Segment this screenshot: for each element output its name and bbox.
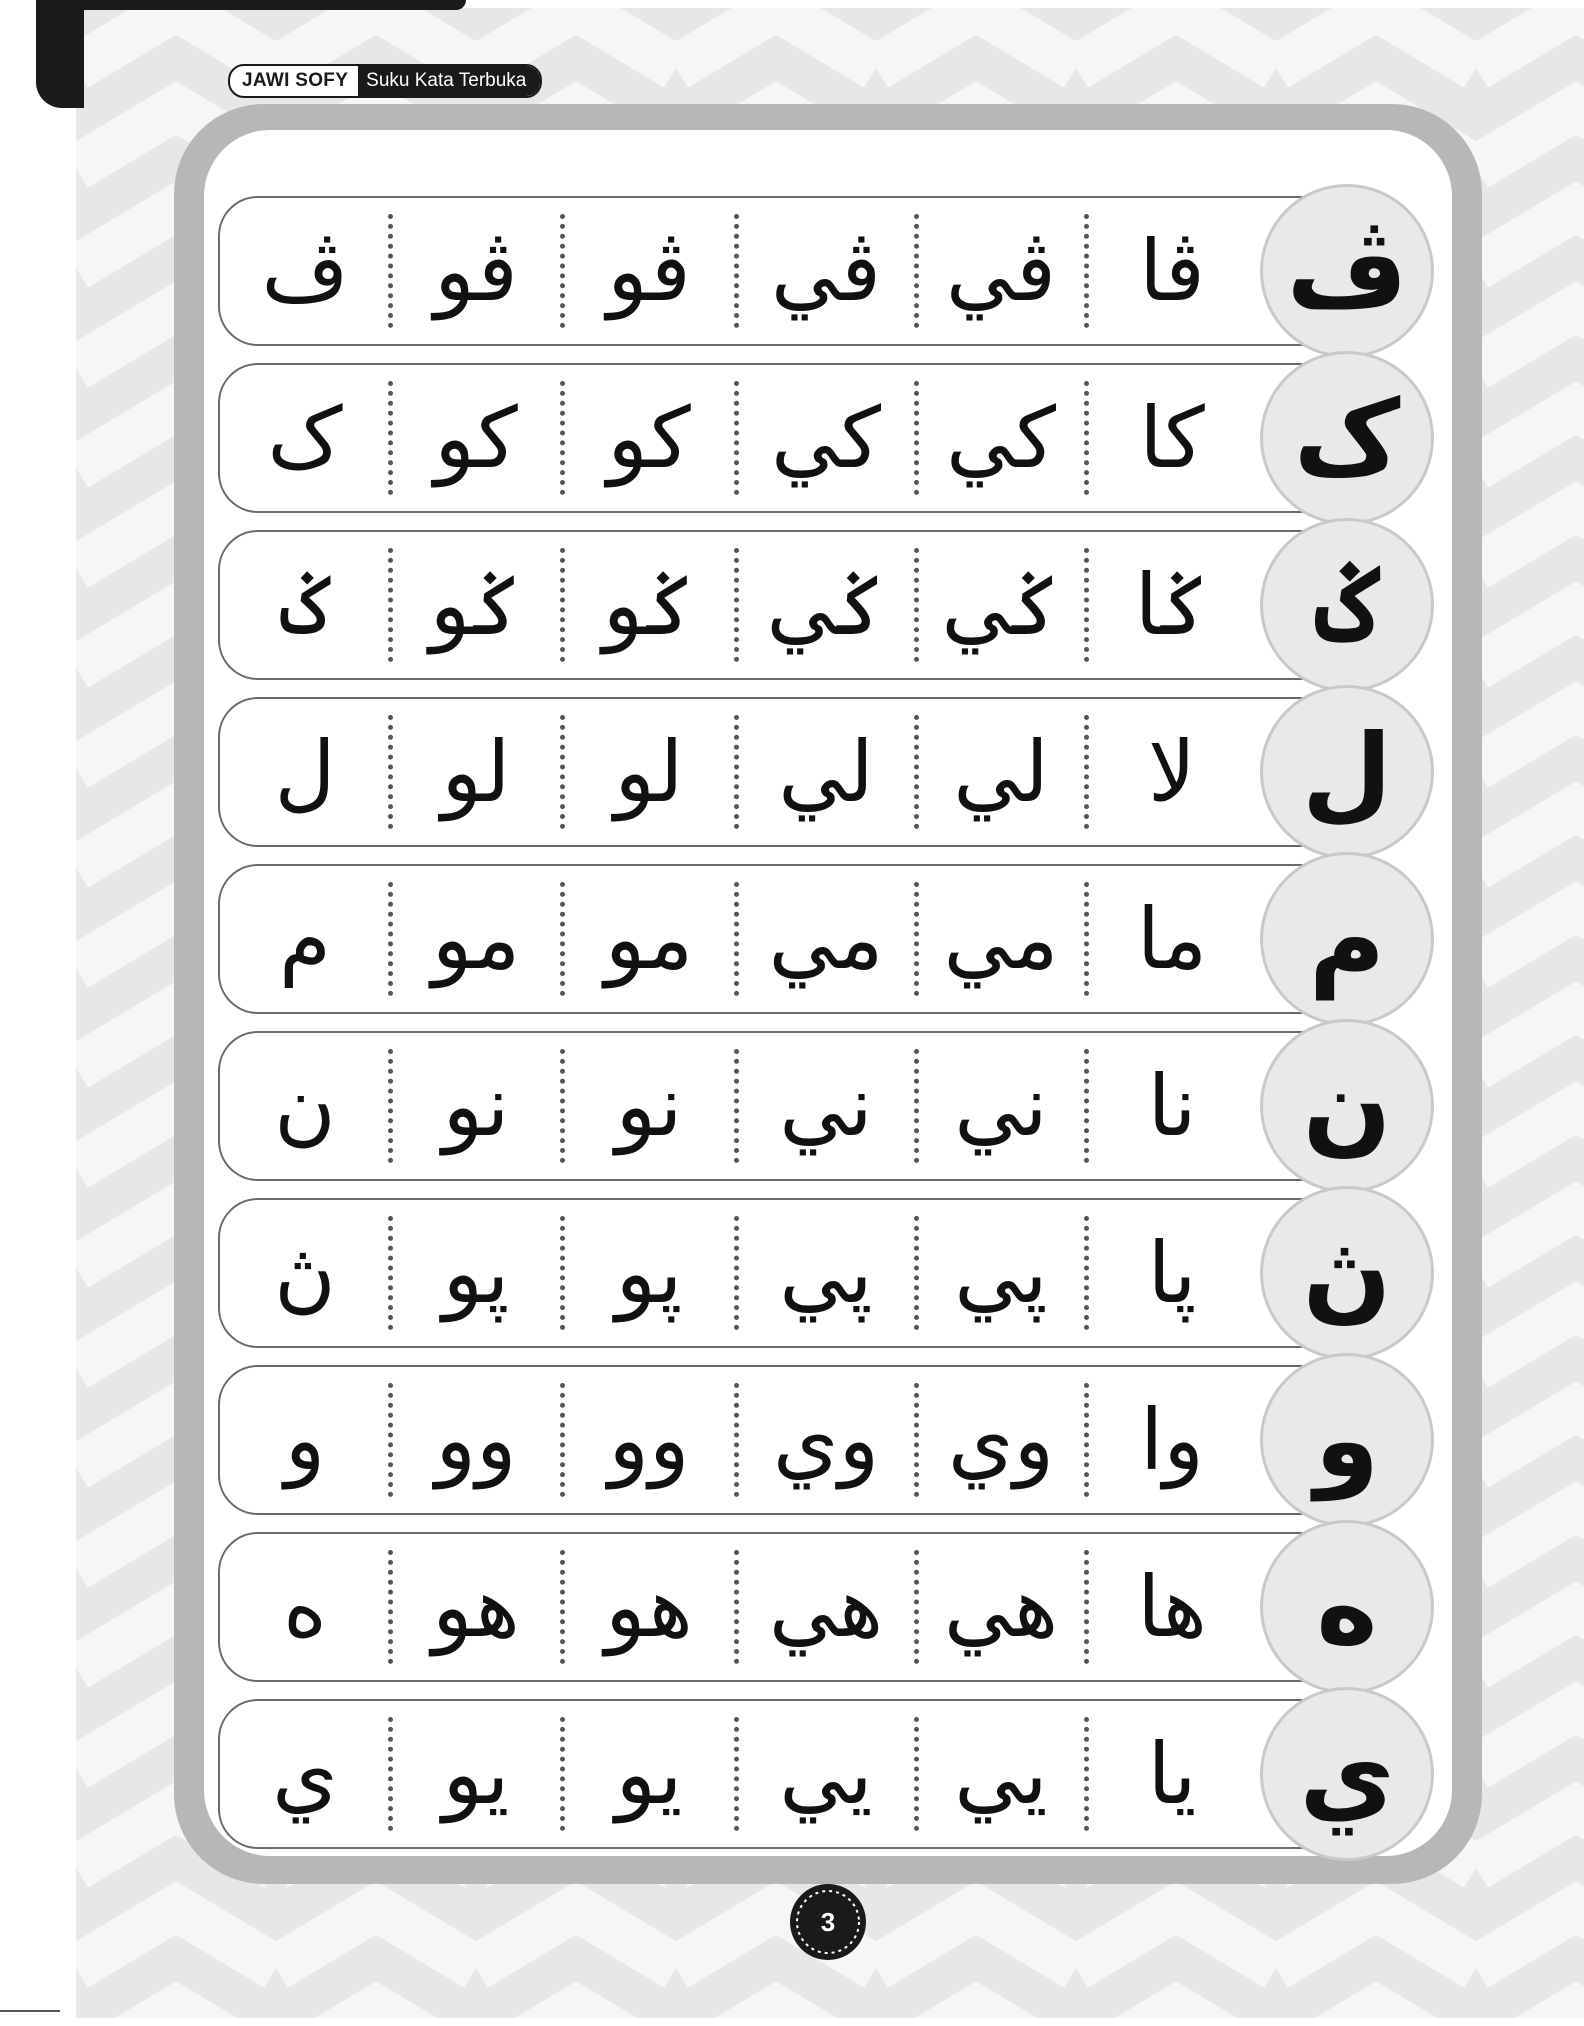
syllable-cell: لي bbox=[953, 723, 1049, 821]
syllable-cell: کي bbox=[771, 389, 882, 487]
syllable-row bbox=[218, 1699, 1376, 1849]
dotted-divider bbox=[388, 214, 393, 328]
dotted-divider bbox=[388, 548, 393, 662]
syllable-cell: ه bbox=[283, 1558, 328, 1656]
syllable-row bbox=[218, 196, 1376, 346]
brand-name: JAWI SOFY bbox=[242, 70, 349, 91]
syllable-cell: نا bbox=[1147, 1057, 1197, 1155]
dotted-divider bbox=[734, 1216, 739, 1330]
page-number: 3 bbox=[820, 1906, 836, 1937]
letter-circle: ݢ bbox=[1260, 518, 1434, 692]
syllable-cell: ن bbox=[274, 1057, 336, 1155]
syllable-row bbox=[218, 1031, 1376, 1181]
syllable-cell: ني bbox=[954, 1057, 1048, 1155]
dotted-divider bbox=[914, 1383, 919, 1497]
letter-circle: ه bbox=[1260, 1520, 1434, 1694]
syllable-cell: يي bbox=[954, 1725, 1048, 1823]
syllable-cell: ڽا bbox=[1147, 1224, 1197, 1322]
syllable-cell: م bbox=[279, 890, 332, 988]
syllable-cell: هو bbox=[432, 1558, 520, 1656]
letter-circle: ڽ bbox=[1260, 1186, 1434, 1360]
dotted-divider bbox=[1084, 214, 1089, 328]
syllable-cell: ل bbox=[274, 723, 336, 821]
dotted-divider bbox=[914, 1550, 919, 1664]
syllable-cell: کي bbox=[946, 389, 1057, 487]
letter-circle: ل bbox=[1260, 685, 1434, 859]
dotted-divider bbox=[560, 1049, 565, 1163]
syllable-cell: مو bbox=[431, 890, 521, 988]
syllable-row bbox=[218, 697, 1376, 847]
dotted-divider bbox=[560, 882, 565, 996]
syllable-cell: وي bbox=[772, 1391, 880, 1489]
lesson-title: Suku Kata Terbuka bbox=[358, 66, 540, 96]
syllable-row bbox=[218, 530, 1376, 680]
margin-rule bbox=[0, 2010, 60, 2012]
letter-circle: م bbox=[1260, 852, 1434, 1026]
syllable-cell: ڽي bbox=[954, 1224, 1048, 1322]
syllable-cell: هو bbox=[605, 1558, 693, 1656]
dotted-divider bbox=[388, 1216, 393, 1330]
syllable-cell: يا bbox=[1147, 1725, 1197, 1823]
dotted-divider bbox=[1084, 1717, 1089, 1831]
dotted-divider bbox=[388, 1717, 393, 1831]
syllable-cell: کا bbox=[1139, 389, 1205, 487]
syllable-cell: ڤي bbox=[770, 222, 882, 320]
syllable-row bbox=[218, 864, 1376, 1014]
dotted-divider bbox=[914, 715, 919, 829]
dotted-divider bbox=[734, 381, 739, 495]
dotted-divider bbox=[1084, 381, 1089, 495]
letter-circle: ڤ bbox=[1260, 184, 1434, 358]
dotted-divider bbox=[1084, 882, 1089, 996]
dotted-divider bbox=[734, 715, 739, 829]
syllable-cell: ڽو bbox=[615, 1224, 683, 1322]
syllable-cell: ڤا bbox=[1139, 222, 1205, 320]
header-label bbox=[228, 64, 542, 98]
syllable-row bbox=[218, 363, 1376, 513]
corner-tab bbox=[36, 0, 84, 108]
dotted-divider bbox=[914, 548, 919, 662]
dotted-divider bbox=[560, 1717, 565, 1831]
syllable-cell: ݢا bbox=[1134, 556, 1210, 654]
syllable-cell: لو bbox=[441, 723, 511, 821]
syllable-cell: هي bbox=[943, 1558, 1059, 1656]
syllable-cell: ني bbox=[779, 1057, 873, 1155]
syllable-cell: لا bbox=[1148, 723, 1196, 821]
syllable-cell: مي bbox=[943, 890, 1059, 988]
syllable-cell: نو bbox=[442, 1057, 510, 1155]
dotted-divider bbox=[560, 214, 565, 328]
dotted-divider bbox=[388, 715, 393, 829]
dotted-divider bbox=[560, 1216, 565, 1330]
dotted-divider bbox=[734, 1383, 739, 1497]
syllable-cell: ݢ bbox=[280, 556, 330, 654]
dotted-divider bbox=[914, 1049, 919, 1163]
syllable-cell: ڽ bbox=[274, 1224, 336, 1322]
letter-circle: ن bbox=[1260, 1019, 1434, 1193]
dotted-divider bbox=[914, 1717, 919, 1831]
syllable-cell: ݢي bbox=[941, 556, 1061, 654]
syllable-cell: ي bbox=[272, 1725, 338, 1823]
syllable-cell: نو bbox=[615, 1057, 683, 1155]
dotted-divider bbox=[734, 1717, 739, 1831]
syllable-cell: ݢو bbox=[602, 556, 696, 654]
letter-circle: ک bbox=[1260, 351, 1434, 525]
dotted-divider bbox=[560, 1550, 565, 1664]
syllable-cell: وا bbox=[1140, 1391, 1204, 1489]
syllable-cell: ݢي bbox=[766, 556, 886, 654]
dotted-divider bbox=[560, 715, 565, 829]
syllable-cell: ڤو bbox=[434, 222, 518, 320]
top-strip bbox=[36, 0, 466, 10]
syllable-cell: لو bbox=[614, 723, 684, 821]
syllable-cell: يي bbox=[779, 1725, 873, 1823]
syllable-cell: ڽو bbox=[442, 1224, 510, 1322]
syllable-cell: ها bbox=[1137, 1558, 1207, 1656]
dotted-divider bbox=[734, 882, 739, 996]
dotted-divider bbox=[734, 1550, 739, 1664]
syllable-cell: يو bbox=[442, 1725, 510, 1823]
dotted-divider bbox=[1084, 1216, 1089, 1330]
dotted-divider bbox=[560, 548, 565, 662]
dotted-divider bbox=[1084, 1383, 1089, 1497]
syllable-cell: وو bbox=[435, 1391, 517, 1489]
dotted-divider bbox=[734, 214, 739, 328]
syllable-cell: ڤو bbox=[607, 222, 691, 320]
dotted-divider bbox=[1084, 1049, 1089, 1163]
dotted-divider bbox=[560, 1383, 565, 1497]
syllable-cell: هي bbox=[768, 1558, 884, 1656]
dotted-divider bbox=[560, 381, 565, 495]
syllable-cell: ڤي bbox=[945, 222, 1057, 320]
letter-circle: ي bbox=[1260, 1687, 1434, 1861]
syllable-cell: ݢو bbox=[429, 556, 523, 654]
syllable-cell: مو bbox=[604, 890, 694, 988]
dotted-divider bbox=[914, 1216, 919, 1330]
syllable-row bbox=[218, 1532, 1376, 1682]
syllable-row bbox=[218, 1198, 1376, 1348]
dotted-divider bbox=[914, 214, 919, 328]
syllable-cell: و bbox=[284, 1391, 326, 1489]
dotted-divider bbox=[914, 882, 919, 996]
syllable-cell: ک bbox=[267, 389, 343, 487]
dotted-divider bbox=[734, 548, 739, 662]
syllable-cell: ما bbox=[1136, 890, 1208, 988]
syllable-cell: کو bbox=[607, 389, 691, 487]
syllable-cell: يو bbox=[615, 1725, 683, 1823]
letter-circle: و bbox=[1260, 1353, 1434, 1527]
dotted-divider bbox=[1084, 715, 1089, 829]
dotted-divider bbox=[1084, 1550, 1089, 1664]
syllable-cell: ڽي bbox=[779, 1224, 873, 1322]
dotted-divider bbox=[388, 1049, 393, 1163]
syllable-cell: مي bbox=[768, 890, 884, 988]
syllable-cell: لي bbox=[778, 723, 874, 821]
syllable-row bbox=[218, 1365, 1376, 1515]
syllable-cell: وو bbox=[608, 1391, 690, 1489]
dotted-divider bbox=[734, 1049, 739, 1163]
dotted-divider bbox=[388, 1550, 393, 1664]
dotted-divider bbox=[388, 882, 393, 996]
syllable-cell: ڤ bbox=[261, 222, 349, 320]
dotted-divider bbox=[1084, 548, 1089, 662]
syllable-cell: وي bbox=[947, 1391, 1055, 1489]
dotted-divider bbox=[388, 1383, 393, 1497]
dotted-divider bbox=[914, 381, 919, 495]
syllable-cell: کو bbox=[434, 389, 518, 487]
dotted-divider bbox=[388, 381, 393, 495]
